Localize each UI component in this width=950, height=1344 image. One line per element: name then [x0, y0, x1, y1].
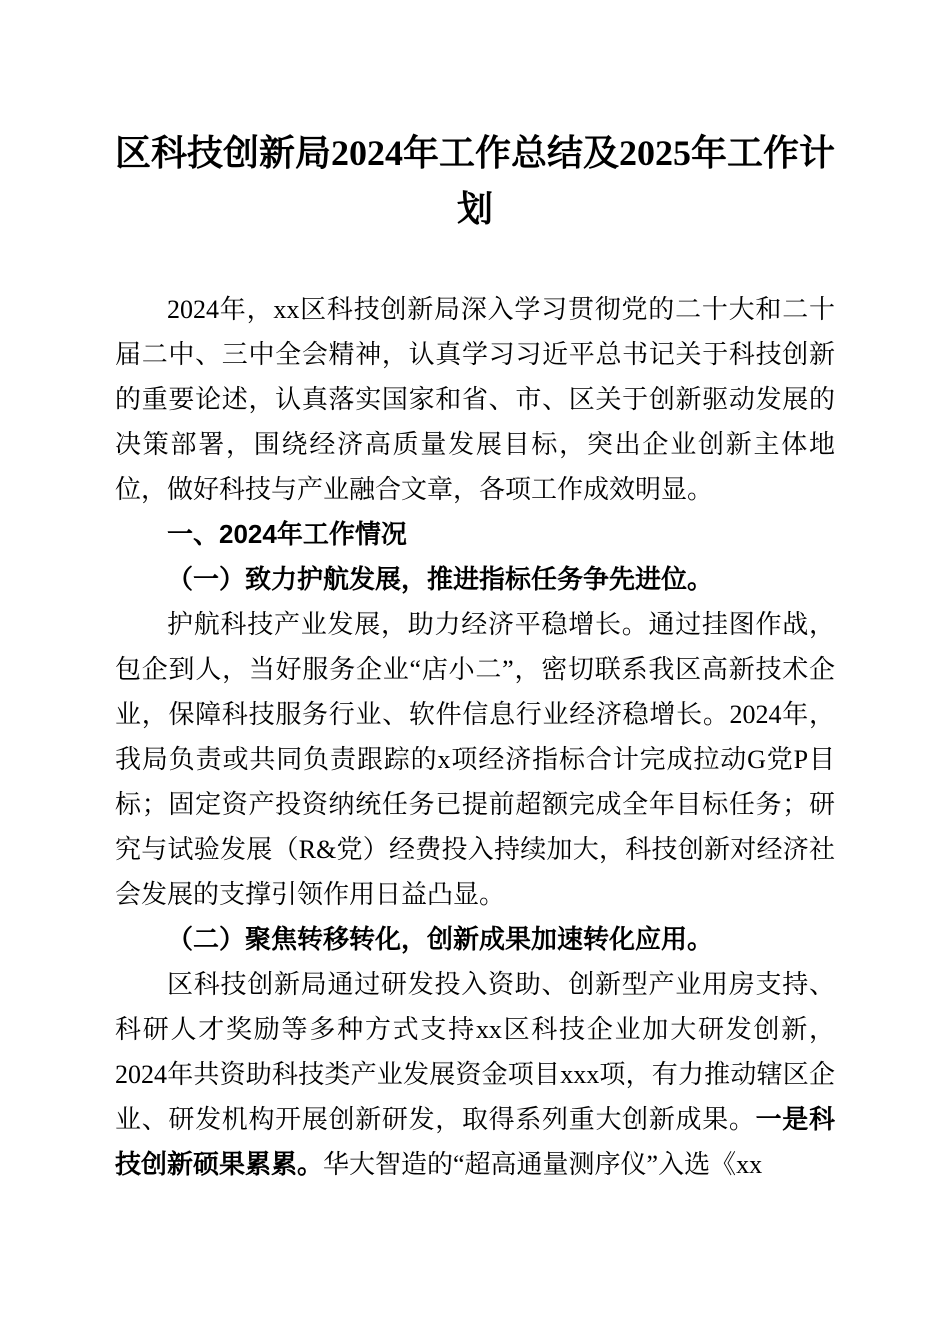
subsection-2-heading: （二）聚焦转移转化，创新成果加速转化应用。 — [167, 925, 714, 954]
subsection-1-paragraph: 护航科技产业发展，助力经济平稳增长。通过挂图作战，包企到人，当好服务企业“店小二”，密切联系我区高新技术企业，保障科技服务行业、软件信息行业经济稳增长。2024年，我局负责或共同负责跟踪的x项经济指标合计完成拉动G党P目标；固定资产投资纳统任务已提前超额完成全年目标任务；研究与试验发展（R&党）经费投入持续加大，科技创新对经济社会发展的支撑引领作用日益凸显。 — [115, 610, 835, 909]
subsection-2-text-emphasis: 一是科技创新硕果累累。 — [115, 1105, 835, 1179]
subsection-2-text-lead: 区科技创新局通过研发投入资助、创新型产业用房支持、科研人才奖励等多种方式支持xx区科技企业加大研发创新，2024年共资助科技类产业发展资金项目xxx项，有力推动辖区企业、研发机构开展创新研发，取得系列重大创新成果。 — [115, 970, 835, 1134]
section-1-heading: 一、2024年工作情况 — [167, 519, 407, 549]
document-title: 区科技创新局2024年工作总结及2025年工作计划 — [115, 133, 836, 229]
subsection-2-text-tail: 华大智造的“超高通量测序仪”入选《xx — [323, 1150, 763, 1179]
subsection-2-paragraph — [115, 962, 835, 1187]
intro-paragraph: 2024年，xx区科技创新局深入学习贯彻党的二十大和二十届二中、三中全会精神，认真学习习近平总书记关于科技创新的重要论述，认真落实国家和省、市、区关于创新驱动发展的决策部署，围绕经济高质量发展目标，突出企业创新主体地位，做好科技与产业融合文章，各项工作成效明显。 — [115, 295, 835, 504]
subsection-1-heading: （一）致力护航发展，推进指标任务争先进位。 — [167, 565, 714, 594]
